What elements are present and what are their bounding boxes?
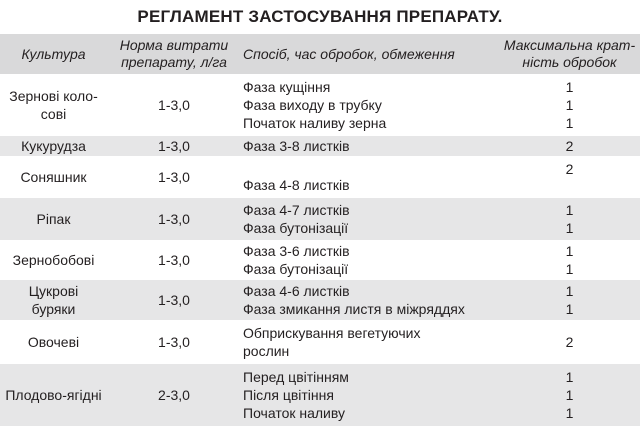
count-line: 2: [565, 334, 574, 350]
table-row: [0, 156, 640, 198]
count-cell: [499, 280, 640, 320]
header-rate: Норма витрати препарату, л/га: [107, 34, 241, 74]
crop-cell: Ріпак: [0, 198, 107, 240]
header-crop: Культура: [0, 34, 107, 74]
crop-cell: Соняшник: [20, 169, 87, 185]
crop-cell: Плодово-ягідні: [0, 364, 107, 426]
count-line: 1: [565, 405, 574, 421]
table-row: [0, 136, 640, 156]
count-line: 1: [565, 243, 574, 259]
table-row: [0, 280, 640, 320]
count-line: 1: [565, 115, 574, 131]
method-line: Початок наливу: [243, 405, 346, 421]
method-line: Фаза 3-8 листків: [243, 138, 350, 154]
method-cell: [241, 240, 499, 280]
crop-cell: Зернові коло- сові: [9, 88, 98, 122]
method-line: Фаза виходу в трубку: [243, 97, 382, 113]
method-line: Фаза кущіння: [243, 79, 331, 95]
crop-cell: Кукурудза: [0, 136, 107, 156]
count-line: 1: [565, 220, 574, 236]
rate-cell: 2-3,0: [107, 364, 241, 426]
count-line: 1: [565, 301, 574, 317]
count-cell: [499, 74, 640, 136]
method-cell: [241, 198, 499, 240]
method-line: Фаза бутонізації: [243, 261, 349, 277]
crop-cell: Цукрові буряки: [0, 280, 107, 320]
count-line: 1: [565, 79, 574, 95]
method-cell: [241, 280, 499, 320]
count-line: 2: [565, 138, 574, 154]
count-line: 2: [565, 161, 574, 177]
regulation-table: [0, 34, 640, 426]
rate-cell: 1-3,0: [158, 97, 190, 113]
count-line: 1: [565, 202, 574, 218]
table-body: [0, 74, 640, 426]
method-line: Фаза 4-6 листків: [243, 283, 350, 299]
method-cell: [241, 364, 499, 426]
method-line: Після цвітіння: [243, 387, 334, 403]
method-line: рослин: [243, 343, 290, 359]
table-row: [0, 240, 640, 280]
crop-cell: Овочеві: [27, 334, 80, 350]
count-line: 1: [565, 369, 574, 385]
method-cell: [241, 320, 499, 364]
header-method: Спосіб, час обробок, обмеження: [241, 34, 499, 74]
rate-cell: 1-3,0: [107, 136, 241, 156]
crop-cell: Зернобобові: [12, 252, 95, 268]
rate-cell: 1-3,0: [158, 169, 190, 185]
method-line: Фаза бутонізації: [243, 220, 349, 236]
count-line: 1: [565, 283, 574, 299]
count-line: 1: [565, 97, 574, 113]
rate-cell: 1-3,0: [158, 252, 190, 268]
rate-cell: 1-3,0: [107, 280, 241, 320]
method-cell: [241, 136, 499, 156]
method-line: Фаза змикання листя в міжряддях: [243, 301, 465, 317]
method-line: Початок наливу зерна: [243, 115, 387, 131]
header-count: Максимальна крат- ність обробок: [499, 34, 640, 74]
table-row: [0, 320, 640, 364]
method-line: Фаза 3-6 листків: [243, 243, 350, 259]
method-line: Фаза 4-8 листків: [243, 177, 350, 193]
count-cell: [499, 320, 640, 364]
method-line: Обприскування вегетуючих: [243, 325, 421, 341]
count-cell: [499, 198, 640, 240]
table-header-row: [0, 34, 640, 74]
table-row: [0, 74, 640, 136]
method-cell: [241, 74, 499, 136]
count-cell: [499, 136, 640, 156]
method-line: Перед цвітінням: [243, 369, 349, 385]
method-cell: [241, 156, 499, 198]
count-line: 1: [565, 261, 574, 277]
count-cell: [499, 364, 640, 426]
rate-cell: 1-3,0: [107, 198, 241, 240]
page-title: РЕГЛАМЕНТ ЗАСТОСУВАННЯ ПРЕПАРАТУ.: [137, 7, 503, 26]
table-row: [0, 198, 640, 240]
rate-cell: 1-3,0: [158, 334, 190, 350]
count-cell: [499, 240, 640, 280]
count-line: 1: [565, 387, 574, 403]
table-row: [0, 364, 640, 426]
count-cell: [499, 156, 640, 198]
method-line: Фаза 4-7 листків: [243, 202, 350, 218]
